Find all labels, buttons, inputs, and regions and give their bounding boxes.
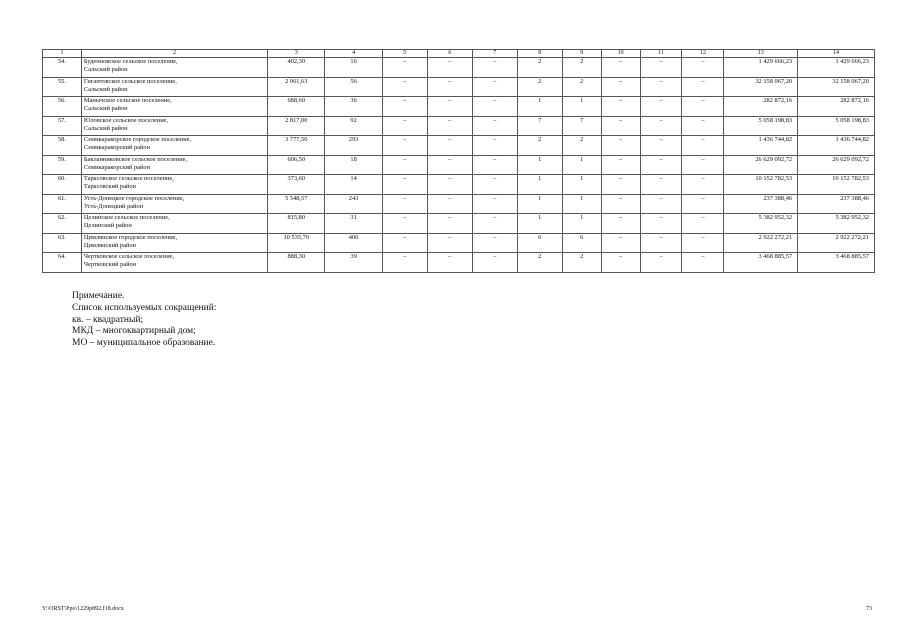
cell-c6: –	[427, 97, 472, 117]
cell-c4: 36	[325, 97, 382, 117]
cell-c7: –	[472, 97, 517, 117]
cell-num: 58.	[43, 136, 82, 156]
cell-c13: 32 158 067,20	[724, 77, 798, 97]
cell-c6: –	[427, 233, 472, 253]
cell-c13: 3 468 885,57	[724, 253, 798, 273]
cell-c4: 56	[325, 77, 382, 97]
cell-c5: –	[382, 194, 427, 214]
cell-c4: 16	[325, 58, 382, 78]
cell-c8: 1	[517, 175, 562, 195]
note-title: Примечание.	[72, 291, 125, 301]
cell-num: 56.	[43, 97, 82, 117]
cell-c9: 2	[562, 77, 601, 97]
table-row	[43, 97, 875, 117]
cell-c9: 1	[562, 194, 601, 214]
cell-area: 373,60	[268, 175, 325, 195]
cell-c12: –	[682, 155, 724, 175]
cell-c6: –	[427, 77, 472, 97]
cell-c10: –	[601, 116, 640, 136]
column-number-cell: 5	[382, 50, 427, 58]
cell-c8: 1	[517, 155, 562, 175]
settlement-name: Целинское сельское поселение,	[83, 214, 170, 221]
settlement-name-cell	[81, 155, 267, 175]
district-name: Сальский район	[83, 105, 128, 112]
cell-c13: 26 629 092,72	[724, 155, 798, 175]
cell-c9: 1	[562, 175, 601, 195]
table-row	[43, 175, 875, 195]
footer-file-path: Y:\ORST\Ppo\1229p892.f18.docx	[42, 606, 124, 612]
cell-c14: 1 429 666,23	[798, 58, 875, 78]
cell-c8: 2	[517, 253, 562, 273]
cell-c11: –	[640, 194, 682, 214]
cell-c9: 1	[562, 155, 601, 175]
district-name: Сальский район	[83, 124, 128, 132]
cell-area: 402,30	[268, 58, 325, 78]
settlement-name: Тарасовское сельское поселение,	[83, 175, 174, 182]
cell-c7: –	[472, 136, 517, 156]
cell-c10: –	[601, 58, 640, 78]
cell-c6: –	[427, 155, 472, 175]
cell-c10: –	[601, 97, 640, 117]
cell-num: 57.	[43, 116, 82, 136]
table-row	[43, 58, 875, 78]
note-block	[72, 291, 216, 350]
cell-c13: 5 382 952,32	[724, 214, 798, 234]
table-row	[43, 253, 875, 273]
cell-c11: –	[640, 58, 682, 78]
column-number-cell: 7	[472, 50, 517, 58]
settlement-name: Семикаракорское городское поселение,	[83, 136, 192, 143]
note-line: МКД – многоквартирный дом;	[72, 326, 196, 337]
cell-c5: –	[382, 116, 427, 136]
settlement-name-cell	[81, 194, 267, 214]
cell-c4: 39	[325, 253, 382, 273]
column-number-cell: 3	[268, 50, 325, 58]
cell-c14: 282 872,16	[798, 97, 875, 117]
cell-c8: 6	[517, 233, 562, 253]
settlement-name-cell	[81, 58, 267, 78]
table-row	[43, 116, 875, 136]
cell-num: 55.	[43, 77, 82, 97]
cell-c11: –	[640, 77, 682, 97]
note-line: Список используемых сокращений:	[72, 302, 217, 313]
settlement-name-cell	[81, 97, 267, 117]
cell-c9: 2	[562, 136, 601, 156]
note-line: кв. – квадратный;	[72, 314, 144, 325]
cell-c11: –	[640, 175, 682, 195]
column-number-row	[43, 50, 875, 58]
cell-c6: –	[427, 116, 472, 136]
cell-c11: –	[640, 214, 682, 234]
cell-area: 5 548,57	[268, 194, 325, 214]
district-name: Семикаракорский район	[83, 163, 151, 171]
cell-c5: –	[382, 58, 427, 78]
cell-c12: –	[682, 97, 724, 117]
district-name: Усть-Донецкий район	[83, 202, 144, 210]
cell-c14: 5 382 952,32	[798, 214, 875, 234]
district-name: Сальский район	[83, 85, 128, 93]
cell-c14: 26 629 092,72	[798, 155, 875, 175]
cell-c4: 92	[325, 116, 382, 136]
cell-num: 63.	[43, 233, 82, 253]
column-number-cell: 4	[325, 50, 382, 58]
cell-c6: –	[427, 194, 472, 214]
settlement-name: Бакланниковское сельское поселение,	[83, 155, 188, 163]
cell-c7: –	[472, 77, 517, 97]
column-number-cell: 12	[682, 50, 724, 58]
column-number-cell: 10	[601, 50, 640, 58]
cell-c10: –	[601, 233, 640, 253]
table-row	[43, 194, 875, 214]
cell-area: 10 535,70	[268, 233, 325, 253]
cell-c7: –	[472, 175, 517, 195]
cell-num: 64.	[43, 253, 82, 273]
settlement-name: Буденновское сельское поселение,	[83, 58, 178, 65]
cell-c12: –	[682, 214, 724, 234]
cell-c13: 1 429 666,23	[724, 58, 798, 78]
district-name: Чертковский район	[83, 261, 137, 268]
cell-c10: –	[601, 155, 640, 175]
cell-c6: –	[427, 253, 472, 273]
settlement-name: Гигантовское сельское поселение,	[83, 77, 177, 85]
settlement-name: Чертковское сельское поселение,	[83, 253, 175, 260]
cell-c5: –	[382, 214, 427, 234]
cell-c8: 1	[517, 214, 562, 234]
cell-c13: 282 872,16	[724, 97, 798, 117]
cell-c10: –	[601, 253, 640, 273]
cell-c13: 237 388,46	[724, 194, 798, 214]
cell-num: 59.	[43, 155, 82, 175]
district-name: Семикаракорский район	[83, 144, 151, 151]
cell-c14: 10 152 782,53	[798, 175, 875, 195]
settlement-name-cell	[81, 253, 267, 273]
cell-c8: 2	[517, 136, 562, 156]
cell-c8: 7	[517, 116, 562, 136]
cell-c5: –	[382, 136, 427, 156]
cell-c4: 243	[325, 194, 382, 214]
cell-c14: 32 158 067,20	[798, 77, 875, 97]
cell-c7: –	[472, 194, 517, 214]
cell-c9: 2	[562, 253, 601, 273]
cell-c12: –	[682, 253, 724, 273]
cell-c11: –	[640, 155, 682, 175]
cell-c13: 10 152 782,53	[724, 175, 798, 195]
cell-c10: –	[601, 194, 640, 214]
column-number-cell: 14	[798, 50, 875, 58]
cell-area: 606,50	[268, 155, 325, 175]
column-number-cell: 11	[640, 50, 682, 58]
column-number-cell: 2	[81, 50, 267, 58]
cell-c12: –	[682, 116, 724, 136]
cell-c9: 1	[562, 214, 601, 234]
cell-c10: –	[601, 77, 640, 97]
cell-c14: 2 922 272,21	[798, 233, 875, 253]
cell-c10: –	[601, 214, 640, 234]
cell-c13: 1 436 744,82	[724, 136, 798, 156]
note-line: МО – муниципальное образование.	[72, 338, 216, 349]
cell-c8: 2	[517, 77, 562, 97]
table-body	[43, 58, 875, 273]
table-row	[43, 214, 875, 234]
cell-area: 815,80	[268, 214, 325, 234]
cell-c9: 7	[562, 116, 601, 136]
cell-c13: 5 058 198,83	[724, 116, 798, 136]
district-name: Целинский район	[83, 222, 132, 229]
cell-c7: –	[472, 253, 517, 273]
cell-c4: 18	[325, 155, 382, 175]
cell-c5: –	[382, 97, 427, 117]
cell-area: 688,60	[268, 97, 325, 117]
cell-c13: 2 922 272,21	[724, 233, 798, 253]
cell-c8: 2	[517, 58, 562, 78]
cell-c6: –	[427, 58, 472, 78]
cell-c4: 14	[325, 175, 382, 195]
settlement-name: Цимлянское городское поселение,	[83, 233, 178, 241]
settlement-name: Усть-Донецкое городское поселение,	[83, 194, 185, 202]
settlement-name: Юловское сельское поселение,	[83, 116, 169, 124]
cell-c5: –	[382, 155, 427, 175]
district-name: Сальский район	[83, 66, 128, 73]
settlement-name-cell	[81, 233, 267, 253]
cell-c12: –	[682, 194, 724, 214]
settlement-name-cell	[81, 214, 267, 234]
cell-c14: 237 388,46	[798, 194, 875, 214]
cell-c14: 3 468 885,57	[798, 253, 875, 273]
settlement-name-cell	[81, 136, 267, 156]
cell-c5: –	[382, 233, 427, 253]
cell-c5: –	[382, 77, 427, 97]
cell-c9: 6	[562, 233, 601, 253]
column-number-cell: 1	[43, 50, 82, 58]
page-number: 73	[866, 606, 872, 612]
cell-c12: –	[682, 233, 724, 253]
district-name: Цимлянский район	[83, 241, 136, 249]
cell-c8: 1	[517, 97, 562, 117]
column-number-cell: 8	[517, 50, 562, 58]
cell-c11: –	[640, 233, 682, 253]
cell-c10: –	[601, 175, 640, 195]
cell-c9: 2	[562, 58, 601, 78]
cell-c5: –	[382, 253, 427, 273]
column-number-cell: 13	[724, 50, 798, 58]
cell-c6: –	[427, 214, 472, 234]
table-row	[43, 155, 875, 175]
cell-c6: –	[427, 136, 472, 156]
table-row	[43, 136, 875, 156]
cell-area: 2 817,00	[268, 116, 325, 136]
settlement-name: Манычское сельское поселение,	[83, 97, 172, 104]
cell-c4: 31	[325, 214, 382, 234]
cell-c12: –	[682, 175, 724, 195]
cell-c10: –	[601, 136, 640, 156]
cell-c11: –	[640, 136, 682, 156]
cell-c12: –	[682, 58, 724, 78]
settlement-name-cell	[81, 77, 267, 97]
cell-c7: –	[472, 155, 517, 175]
cell-c4: 400	[325, 233, 382, 253]
cell-num: 61.	[43, 194, 82, 214]
cell-num: 54.	[43, 58, 82, 78]
cell-c14: 5 058 198,83	[798, 116, 875, 136]
settlements-table	[42, 49, 875, 273]
settlement-name-cell	[81, 116, 267, 136]
cell-c11: –	[640, 253, 682, 273]
cell-c12: –	[682, 77, 724, 97]
cell-num: 60.	[43, 175, 82, 195]
cell-c7: –	[472, 116, 517, 136]
cell-c9: 1	[562, 97, 601, 117]
cell-c7: –	[472, 58, 517, 78]
column-number-cell: 9	[562, 50, 601, 58]
cell-c7: –	[472, 214, 517, 234]
cell-area: 3 777,50	[268, 136, 325, 156]
cell-area: 888,30	[268, 253, 325, 273]
cell-num: 62.	[43, 214, 82, 234]
cell-area: 2 061,63	[268, 77, 325, 97]
cell-c8: 1	[517, 194, 562, 214]
cell-c12: –	[682, 136, 724, 156]
table-row	[43, 233, 875, 253]
settlement-name-cell	[81, 175, 267, 195]
cell-c11: –	[640, 97, 682, 117]
cell-c14: 1 436 744,82	[798, 136, 875, 156]
cell-c5: –	[382, 175, 427, 195]
column-number-cell: 6	[427, 50, 472, 58]
table-row	[43, 77, 875, 97]
cell-c7: –	[472, 233, 517, 253]
cell-c4: 293	[325, 136, 382, 156]
cell-c11: –	[640, 116, 682, 136]
district-name: Тарасовский район	[83, 183, 136, 190]
cell-c6: –	[427, 175, 472, 195]
